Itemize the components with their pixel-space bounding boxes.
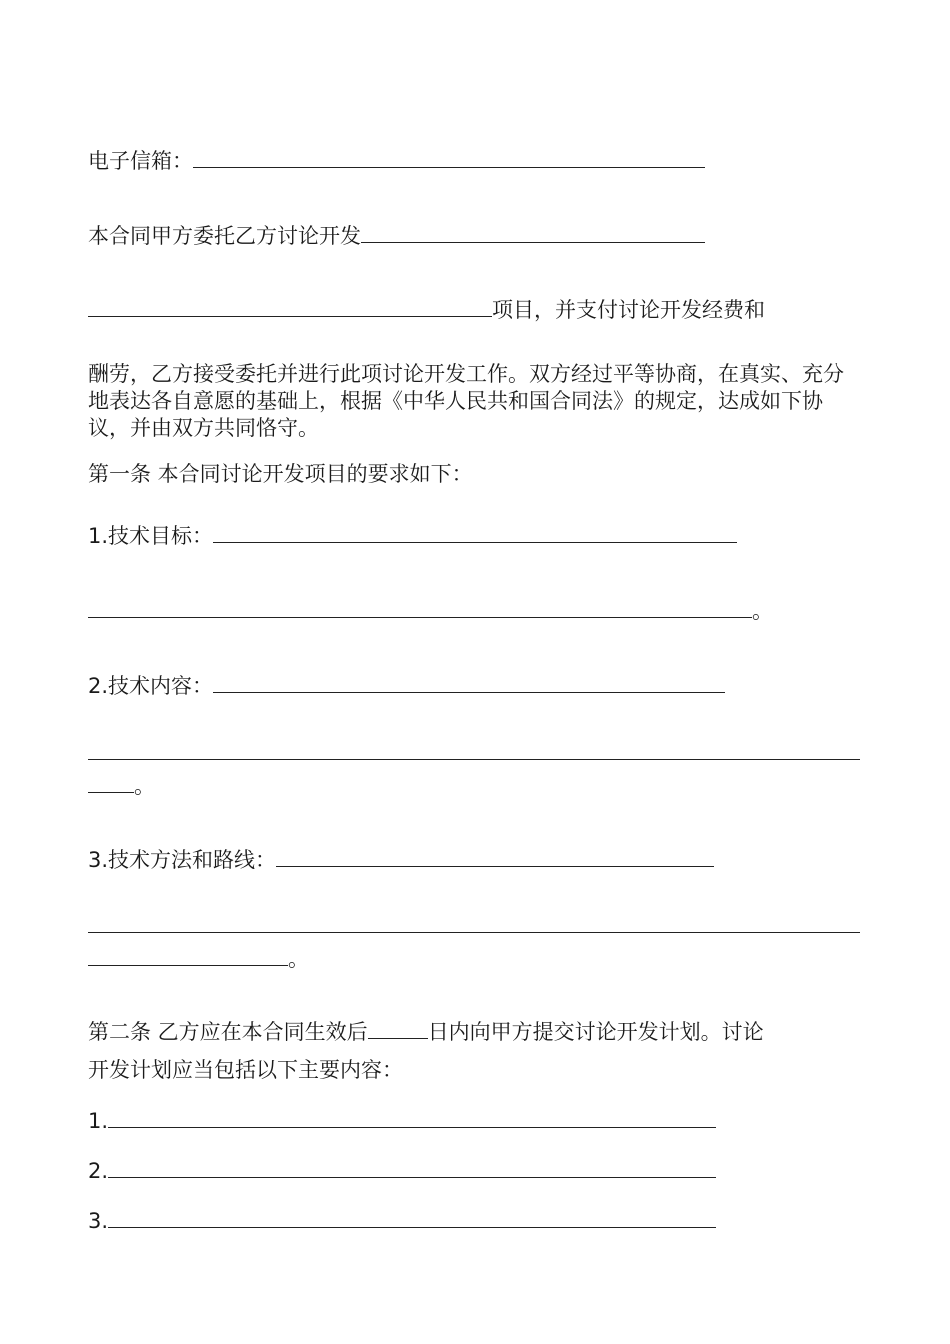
item2-end: 。 xyxy=(134,774,155,798)
item2-label: 2.技术内容： xyxy=(88,674,214,698)
email-line xyxy=(88,147,705,174)
item1-end: 。 xyxy=(752,599,773,623)
item3-end: 。 xyxy=(288,947,309,971)
plan-item-3 xyxy=(88,1207,716,1234)
project-name-blank-2[interactable] xyxy=(88,296,492,317)
article2-line-1 xyxy=(88,1018,764,1045)
intro-text-a: 本合同甲方委托乙方讨论开发 xyxy=(88,224,361,248)
item3-blank-3[interactable] xyxy=(88,945,288,966)
article1-title: 第一条 本合同讨论开发项目的要求如下： xyxy=(88,462,473,486)
intro-paragraph: 酬劳，乙方接受委托并进行此项讨论开发工作。双方经过平等协商，在真实、充分地表达各自意愿的基础上，根据《中华人民共和国合同法》的规定，达成如下协议，并由双方共同恪守。 xyxy=(88,362,844,440)
item1-blank-2[interactable] xyxy=(88,597,752,618)
item1-label: 1.技术目标： xyxy=(88,524,214,548)
item2-blank-2[interactable] xyxy=(88,739,860,760)
project-name-blank[interactable] xyxy=(361,222,705,243)
article2-text-b: 日内向甲方提交讨论开发计划。讨论 xyxy=(427,1020,764,1044)
item3-line-3 xyxy=(88,945,309,972)
item3-label: 3.技术方法和路线： xyxy=(88,848,277,872)
plan-item-3-label: 3. xyxy=(88,1209,109,1233)
item3-line xyxy=(88,846,714,873)
plan-item-3-blank[interactable] xyxy=(108,1207,716,1228)
item2-line xyxy=(88,672,725,699)
plan-item-1-blank[interactable] xyxy=(108,1107,716,1128)
plan-item-2 xyxy=(88,1157,716,1184)
item3-blank-2[interactable] xyxy=(88,912,860,933)
item2-line-2 xyxy=(88,739,860,766)
plan-item-1 xyxy=(88,1107,716,1134)
email-label: 电子信箱： xyxy=(88,149,193,173)
intro-text-b: 项目，并支付讨论开发经费和 xyxy=(492,298,765,322)
item1-blank[interactable] xyxy=(213,522,737,543)
item2-line-3 xyxy=(88,772,155,799)
intro-line-2 xyxy=(88,296,765,323)
plan-item-1-label: 1. xyxy=(88,1109,109,1133)
item3-line-2 xyxy=(88,912,860,939)
plan-item-2-blank[interactable] xyxy=(108,1157,716,1178)
email-blank[interactable] xyxy=(193,147,705,168)
item3-blank[interactable] xyxy=(276,846,714,867)
plan-item-2-label: 2. xyxy=(88,1159,109,1183)
item2-blank[interactable] xyxy=(213,672,725,693)
intro-line-1 xyxy=(88,222,705,249)
item1-line-2 xyxy=(88,597,773,624)
article2-text-a: 第二条 乙方应在本合同生效后 xyxy=(88,1020,368,1044)
item1-line xyxy=(88,522,737,549)
article2-line-2: 开发计划应当包括以下主要内容： xyxy=(88,1058,403,1082)
days-blank[interactable] xyxy=(368,1018,428,1039)
item2-blank-3[interactable] xyxy=(88,772,134,793)
